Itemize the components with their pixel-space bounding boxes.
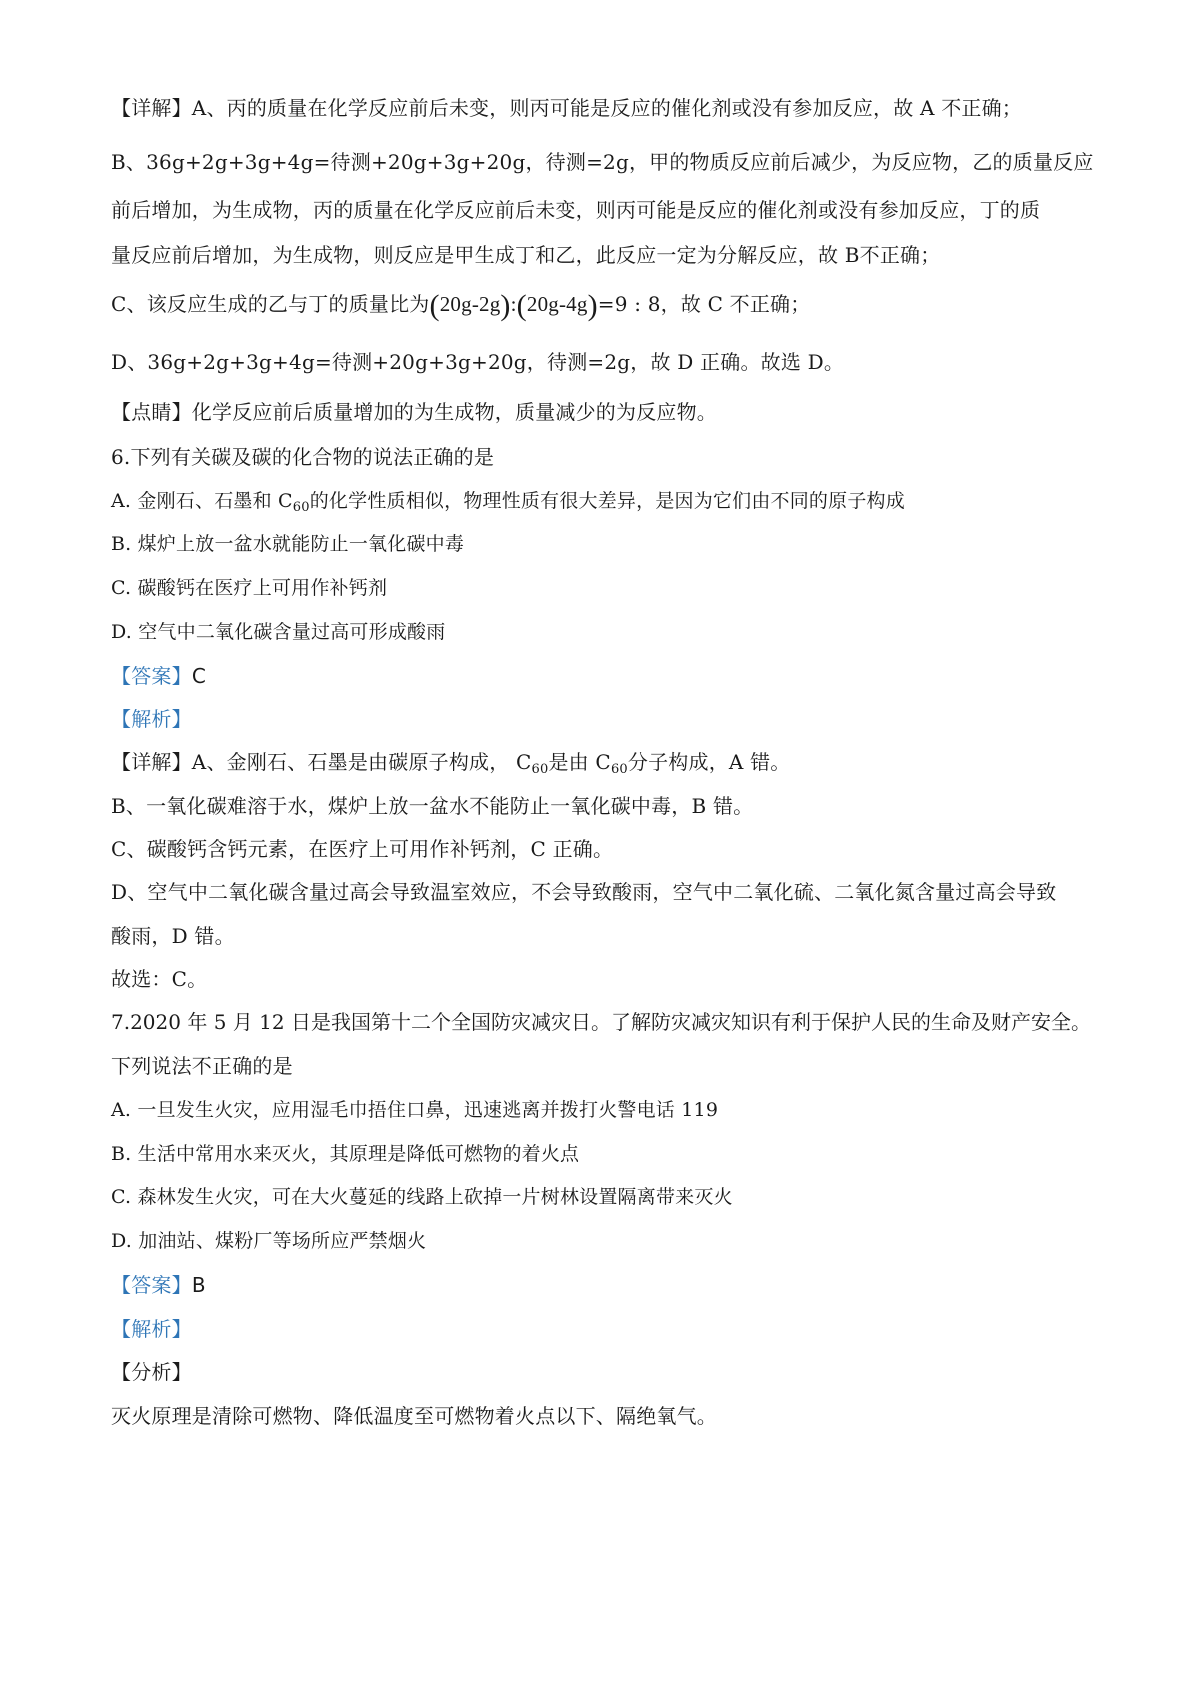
analysis-text-7: 灭火原理是清除可燃物、降低温度至可燃物着火点以下、隔绝氧气。 — [111, 1404, 717, 1428]
detail-6-d-line-1: D、空气中二氧化碳含量过高会导致温室效应，不会导致酸雨，空气中二氧化硫、二氧化氮含量过高会导致 — [111, 880, 1057, 904]
detail-b-line-2: 前后增加，为生成物，丙的质量在化学反应前后未变，则丙可能是反应的催化剂或没有参加反应，丁的质 — [111, 198, 1041, 222]
detail-6-c: C、碳酸钙含钙元素，在医疗上可用作补钙剂，C 正确。 — [111, 837, 614, 861]
question-6-stem: 6.下列有关碳及碳的化合物的说法正确的是 — [111, 445, 495, 469]
question-7-option-b: B. 生活中常用水来灭火，其原理是降低可燃物的着火点 — [111, 1143, 580, 1165]
detail-c-text: C、该反应生成的乙与丁的质量比为 — [111, 292, 430, 316]
analysis-section-label-7: 【分析】 — [111, 1360, 192, 1384]
answer-7 — [111, 1271, 206, 1299]
analysis-label-6: 【解析】 — [111, 707, 192, 731]
question-7-stem-line-1: 7.2020 年 5 月 12 日是我国第十二个全国防灾减灾日。了解防灾减灾知识有利于保护人民的生命及财产安全。 — [111, 1010, 1091, 1034]
detail-6-d-line-2: 酸雨，D 错。 — [111, 924, 235, 948]
key-point-line: 【点睛】化学反应前后质量增加的为生成物，质量减少的为反应物。 — [111, 400, 717, 424]
answer-label: 【答案】 — [111, 1273, 192, 1297]
mass-ratio-expression: (20g-2g):(20g-4g) — [429, 289, 598, 322]
answer-6 — [111, 662, 206, 690]
detail-c-result: =9 : 8，故 C 不正确； — [597, 292, 811, 316]
question-6-option-c: C. 碳酸钙在医疗上可用作补钙剂 — [111, 577, 388, 599]
question-7-option-d: D. 加油站、煤粉厂等场所应严禁烟火 — [111, 1230, 427, 1252]
question-6-option-b: B. 煤炉上放一盆水就能防止一氧化碳中毒 — [111, 533, 465, 555]
detail-a-line: 【详解】A、丙的质量在化学反应前后未变，则丙可能是反应的催化剂或没有参加反应，故 A 不正确； — [111, 96, 1023, 120]
detail-6-a: 【详解】A、金刚石、石墨是由碳原子构成， $C_{60}$是由 $C_{60}$分子构成，A 错。 — [111, 750, 791, 777]
detail-b-line-1: B、36g+2g+3g+4g=待测+20g+3g+20g，待测=2g，甲的物质反应前后减少，为反应物，乙的质量反应 — [111, 150, 1094, 174]
detail-d-line: D、36g+2g+3g+4g=待测+20g+3g+20g，待测=2g，故 D 正确。故选 D。 — [111, 350, 845, 374]
question-7-option-a: A. 一旦发生火灾，应用湿毛巾捂住口鼻，迅速逃离并拨打火警电话 119 — [111, 1099, 719, 1121]
question-6-option-a: A. 金刚石、石墨和 $C_{60}$的化学性质相似，物理性质有很大差异，是因为它们由不同的原子构成 — [111, 490, 905, 515]
analysis-label-7: 【解析】 — [111, 1317, 192, 1341]
detail-c-line — [111, 290, 810, 320]
answer-value: C — [191, 664, 206, 688]
detail-6-b: B、一氧化碳难溶于水，煤炉上放一盆水不能防止一氧化碳中毒，B 错。 — [111, 794, 754, 818]
question-7-option-c: C. 森林发生火灾，可在大火蔓延的线路上砍掉一片树林设置隔离带来灭火 — [111, 1186, 733, 1208]
answer-label: 【答案】 — [111, 664, 192, 688]
selection-6: 故选：C。 — [111, 967, 208, 991]
answer-value: B — [191, 1273, 206, 1297]
question-7-stem-line-2: 下列说法不正确的是 — [111, 1054, 293, 1078]
detail-b-line-3: 量反应前后增加，为生成物，则反应是甲生成丁和乙，此反应一定为分解反应，故 B不正确； — [111, 243, 941, 267]
question-6-option-d: D. 空气中二氧化碳含量过高可形成酸雨 — [111, 621, 446, 643]
